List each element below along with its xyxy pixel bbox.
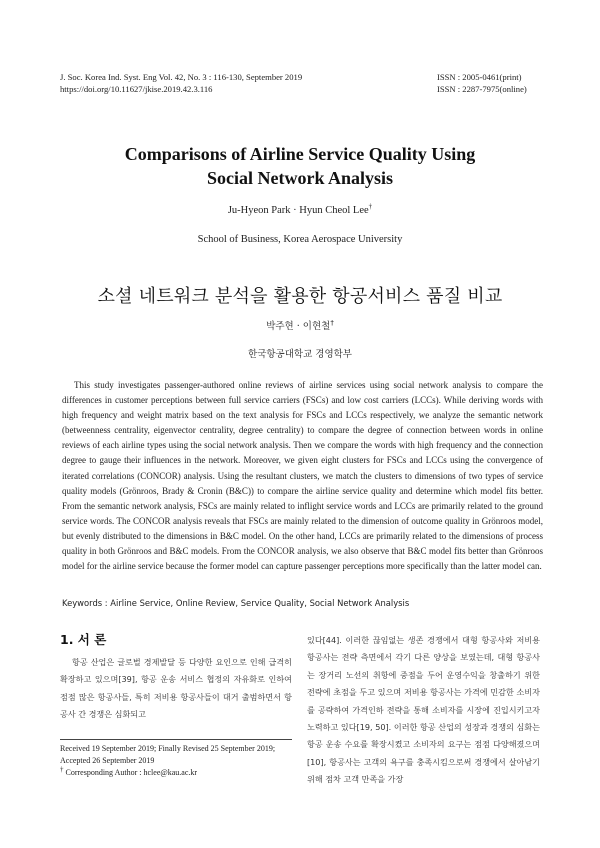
issn-block <box>437 71 527 95</box>
footnote-dates: Received 19 September 2019; Finally Revised 25 September 2019; Accepted 26 September 2019 <box>60 744 276 765</box>
journal-header <box>60 71 302 95</box>
english-title-line-2: Social Network Analysis <box>206 168 393 188</box>
abstract: This study investigates passenger-authored online reviews of airline services using social network analysis to compare the differences in customer perceptions between full service carriers (FSCs) and low cost carriers (LCCs). While deriving words with high frequency and weight matrix based on the text analysis for FSCs and LCCs respectively, we analyze the semantic network (betweenness centrality, eigenvector centrality, degree centrality) to compare the degree of connection between words in online reviews of each airline types using the social network analysis. Then we compare the words with high frequency and the connection degree to gauge their influences in the network. Moreover, we given eight clusters for FSCs and LCCs using the convergence of iterated correlations (CONCOR) analysis. Using the resultant clusters, we match the clusters to dimensions of two types of service quality models (Grönroos, Brady & Cronin (B&C)) to compare the airline service quality and determine which model fits better. From the semantic network analysis, FSCs are mainly related to inflight service words and LCCs are primarily related to the ground service words. The CONCOR analysis reveals that FSCs are mainly related to the dimension of outcome quality in Grönroos model, but evenly distributed to the dimensions in B&C model. On the other hand, LCCs are primarily related to the dimensions of process quality in both Grönroos and B&C models. From the CONCOR analysis, we also observe that B&C model fits better than Grönroos model for the airline service because the former model can capture passenger perceptions more specifically than the latter model can. <box>62 380 543 572</box>
korean-author-names: 박주현 · 이현철 <box>266 321 331 332</box>
keywords <box>62 598 542 608</box>
footnote-divider <box>60 739 292 740</box>
keywords-label: Keywords : <box>62 598 108 608</box>
korean-affiliation: 한국항공대학교 경영학부 <box>248 349 352 360</box>
corresponding-author-mark: † <box>368 202 373 211</box>
doi-link[interactable]: https://doi.org/10.11627/jkise.2019.42.3.116 <box>60 84 213 94</box>
body-text-left-column: 항공 산업은 글로벌 경제발달 등 다양한 요인으로 인해 급격히 확장하고 있으며[39], 항공 운송 서비스 협정의 자유화로 인하여 점점 많은 항공사들, 특히 저비용 항공사들이 대거 출범하면서 항공사 간 경쟁은 심화되고 <box>60 657 292 720</box>
body-text-right-column: 있다[44]. 이러한 끊임없는 생존 경쟁에서 대형 항공사와 저비용 항공사는 전략 측면에서 각기 다른 양상을 보였는데, 대형 항공사는 장거리 노선의 취항에 중점을 두어 운영수익을 창출하기 위한 전략에 초점을 두고 있으며 저비용 항공사는 가격에 민감한 소비자를 공략하여 가격인하 전략을 통해 소비자를 시장에 진입시키고자 노력하고 있다[19, 50]. 이러한 항공 산업의 성장과 경쟁의 심화는 항공 운송 수요를 확장시켰고 소비자의 요구는 점점 다양해졌으며[10], 항공사는 고객의 욕구를 충족시킴으로써 경쟁에서 살아남기 위해 점차 고객 만족을 가장 <box>307 635 540 785</box>
korean-authors <box>40 318 560 332</box>
section-heading-introduction: 1. 서 론 <box>60 632 107 647</box>
keywords-list: Airline Service, Online Review, Service Quality, Social Network Analysis <box>110 598 410 608</box>
english-title <box>40 142 560 190</box>
korean-title: 소셜 네트워크 분석을 활용한 항공서비스 품질 비교 <box>97 286 503 307</box>
english-author-names: Ju-Hyeon Park · Hyun Cheol Lee <box>227 205 369 216</box>
korean-corresponding-mark: † <box>330 318 334 327</box>
english-authors <box>40 202 560 216</box>
footnote-mark: † <box>60 765 64 774</box>
issn-online: ISSN : 2287-7975(online) <box>437 84 527 94</box>
footnote-corresponding-author <box>60 767 300 779</box>
journal-citation: J. Soc. Korea Ind. Syst. Eng Vol. 42, No. 3 : 116-130, September 2019 <box>60 72 303 82</box>
english-title-line-1: Comparisons of Airline Service Quality Using <box>124 144 476 164</box>
issn-print: ISSN : 2005-0461(print) <box>437 72 522 82</box>
corresponding-author-email: Corresponding Author : hclee@kau.ac.kr <box>65 768 198 777</box>
english-affiliation: School of Business, Korea Aerospace University <box>197 234 403 245</box>
